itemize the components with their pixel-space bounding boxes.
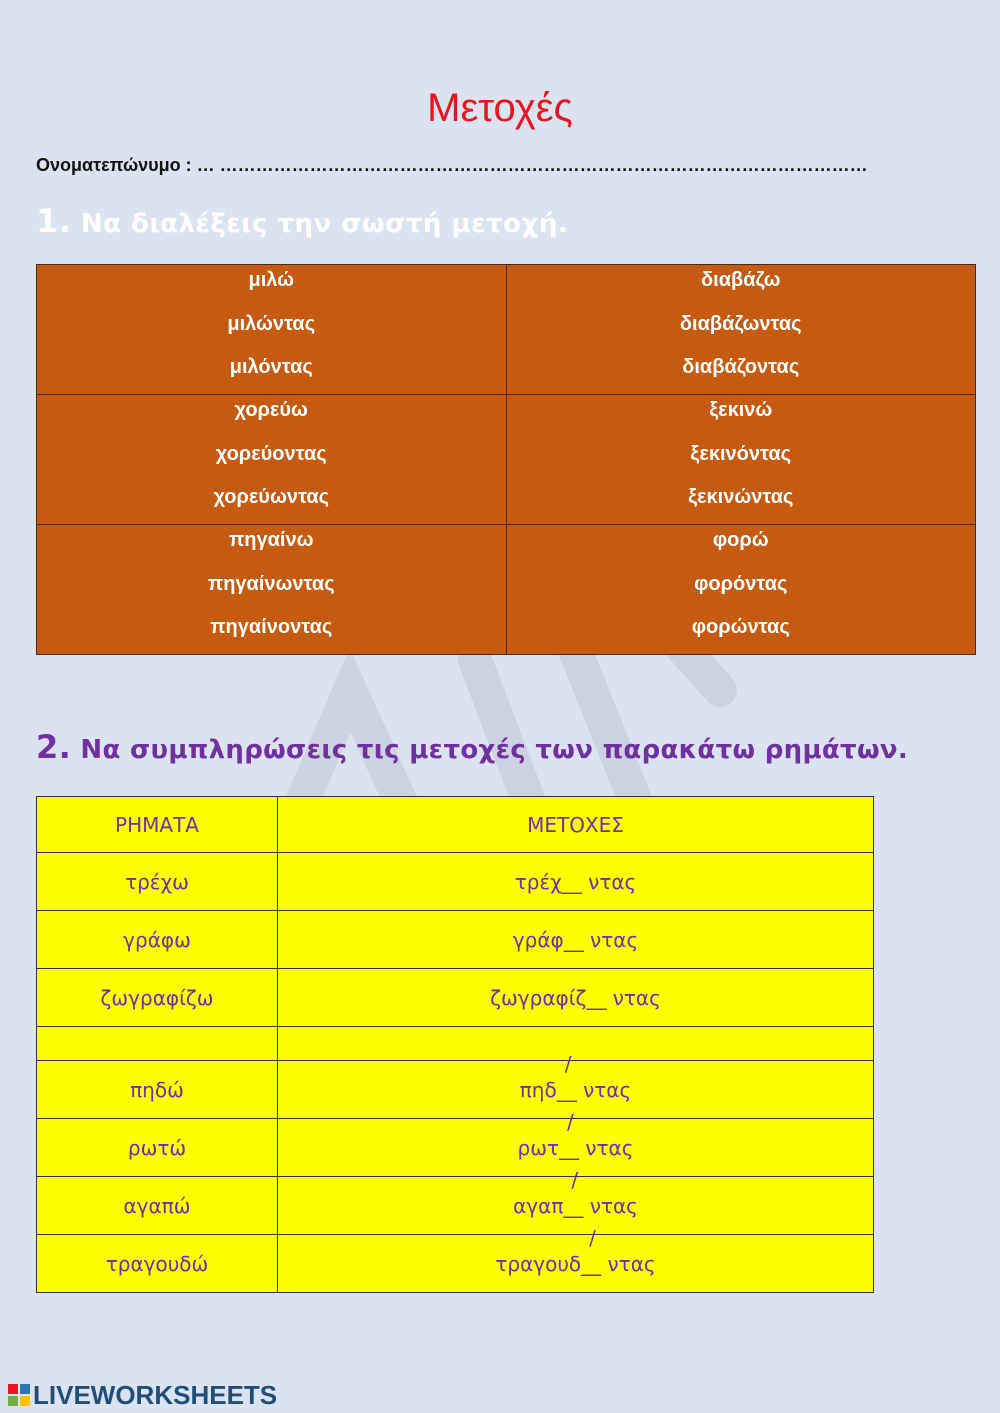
accent-mark: / <box>564 1051 572 1076</box>
verb-cell: ζωγραφίζω <box>37 969 278 1027</box>
participle-blank[interactable]: __ <box>558 1135 579 1160</box>
choice-option[interactable]: διαβάζοντας <box>682 356 800 378</box>
participle-stem: ζωγραφίζ <box>490 985 587 1010</box>
table-row <box>37 969 874 1027</box>
accent-mark: / <box>566 1109 574 1134</box>
participle-stem: τραγουδ <box>495 1251 582 1276</box>
choice-option[interactable]: πηγαίνωντας <box>207 573 335 595</box>
participle-blank[interactable]: __ <box>556 1077 577 1102</box>
table-row <box>37 1061 874 1119</box>
participle-ending: ντας <box>578 1135 634 1160</box>
page-title: Μετοχές <box>427 86 573 130</box>
participle-cell <box>278 1167 874 1235</box>
choice-cell <box>37 265 507 395</box>
logo-blocks-icon <box>8 1384 30 1406</box>
choice-option[interactable]: πηγαίνω <box>228 529 314 551</box>
participle-blank-wrap <box>581 1225 602 1276</box>
logo-block <box>8 1396 18 1406</box>
participle-stem: τρέχ <box>514 869 562 894</box>
liveworksheets-logo[interactable] <box>8 1380 277 1410</box>
exercise-2-heading <box>36 728 908 766</box>
exercise-2-instruction: Να συμπληρώσεις τις μετοχές των παρακάτω ρημάτων. <box>80 735 909 765</box>
participle-ending: ντας <box>601 1251 656 1276</box>
choice-cell <box>506 395 976 525</box>
participle-cell <box>278 1051 874 1119</box>
choice-cell <box>37 395 507 525</box>
table-row <box>37 1177 874 1235</box>
verb-cell: ρωτώ <box>37 1119 278 1177</box>
verb-cell: γράφω <box>37 911 278 969</box>
accent-mark: / <box>571 1167 579 1192</box>
participle-blank-wrap <box>558 1109 579 1160</box>
choice-option[interactable]: φορώ <box>712 529 769 551</box>
exercise-1-instruction: Να διαλέξεις την σωστή μετοχή. <box>80 209 569 239</box>
participle-blank[interactable]: __ <box>561 869 582 894</box>
choice-cell <box>506 265 976 395</box>
participle-cell <box>278 1225 874 1293</box>
participle-ending: ντας <box>583 927 639 952</box>
choice-option[interactable]: μιλώ <box>248 269 295 291</box>
table-row <box>37 1235 874 1293</box>
choice-option[interactable]: ξεκινώντας <box>688 486 794 508</box>
verb-cell: τραγουδώ <box>37 1235 278 1293</box>
logo-text: LIVEWORKSHEETS <box>33 1379 278 1410</box>
choice-option[interactable]: μιλώντας <box>227 313 316 335</box>
choice-row <box>37 525 976 655</box>
participle-blank-wrap <box>563 1167 584 1218</box>
exercise-1-number: 1. <box>36 202 72 240</box>
empty-cell <box>278 1027 874 1061</box>
choice-option[interactable]: ξεκινόντας <box>690 443 792 465</box>
table-row <box>37 911 874 969</box>
verb-cell: αγαπώ <box>37 1177 278 1235</box>
participle-cell <box>278 969 874 1027</box>
table-row <box>37 853 874 911</box>
participle-ending: ντας <box>576 1077 632 1102</box>
participle-table <box>36 796 874 1293</box>
exercise-1-heading <box>36 202 568 240</box>
participle-stem: πηδ <box>519 1077 557 1102</box>
table-row <box>37 1119 874 1177</box>
choice-row <box>37 395 976 525</box>
header-participles: ΜΕΤΟΧΕΣ <box>278 797 874 853</box>
participle-ending: ντας <box>583 1193 638 1218</box>
participle-ending: ντας <box>581 869 637 894</box>
verb-cell: πηδώ <box>37 1061 278 1119</box>
exercise-2-number: 2. <box>36 728 72 766</box>
participle-blank-wrap <box>556 1051 577 1102</box>
participle-stem: αγαπ <box>513 1193 564 1218</box>
choice-option[interactable]: φορώντας <box>691 616 790 638</box>
participle-stem: ρωτ <box>517 1135 559 1160</box>
choice-option[interactable]: μιλόντας <box>229 356 313 378</box>
logo-block <box>20 1396 30 1406</box>
spacer-row <box>37 1027 874 1061</box>
choice-row <box>37 265 976 395</box>
participle-ending: ντας <box>606 985 661 1010</box>
choice-cell <box>506 525 976 655</box>
table-header-row <box>37 797 874 853</box>
choice-option[interactable]: χορεύωντας <box>213 486 330 508</box>
choice-cell <box>37 525 507 655</box>
accent-mark: / <box>589 1225 596 1250</box>
participle-cell <box>278 911 874 969</box>
participle-blank[interactable]: __ <box>586 985 607 1010</box>
participle-stem: γράφ <box>512 927 564 952</box>
choice-table <box>36 264 976 655</box>
participle-blank[interactable]: __ <box>581 1251 602 1276</box>
header-verbs: ΡΗΜΑΤΑ <box>37 797 278 853</box>
choice-option[interactable]: διαβάζωντας <box>679 313 802 335</box>
empty-cell <box>37 1027 278 1061</box>
choice-option[interactable]: χορεύω <box>234 399 308 421</box>
name-field-label[interactable]: Ονοματεπώνυμο : … ……………………………………………………………………………………………… <box>36 155 868 175</box>
participle-cell <box>278 853 874 911</box>
choice-option[interactable]: πηγαίνοντας <box>210 616 333 638</box>
logo-block <box>8 1384 18 1394</box>
participle-blank[interactable]: __ <box>563 927 584 952</box>
choice-option[interactable]: χορεύοντας <box>215 443 327 465</box>
choice-option[interactable]: διαβάζω <box>701 269 781 291</box>
logo-block <box>20 1384 30 1394</box>
verb-cell: τρέχω <box>37 853 278 911</box>
choice-option[interactable]: φορόντας <box>694 573 788 595</box>
choice-option[interactable]: ξεκινώ <box>709 399 773 421</box>
participle-blank[interactable]: __ <box>563 1193 584 1218</box>
